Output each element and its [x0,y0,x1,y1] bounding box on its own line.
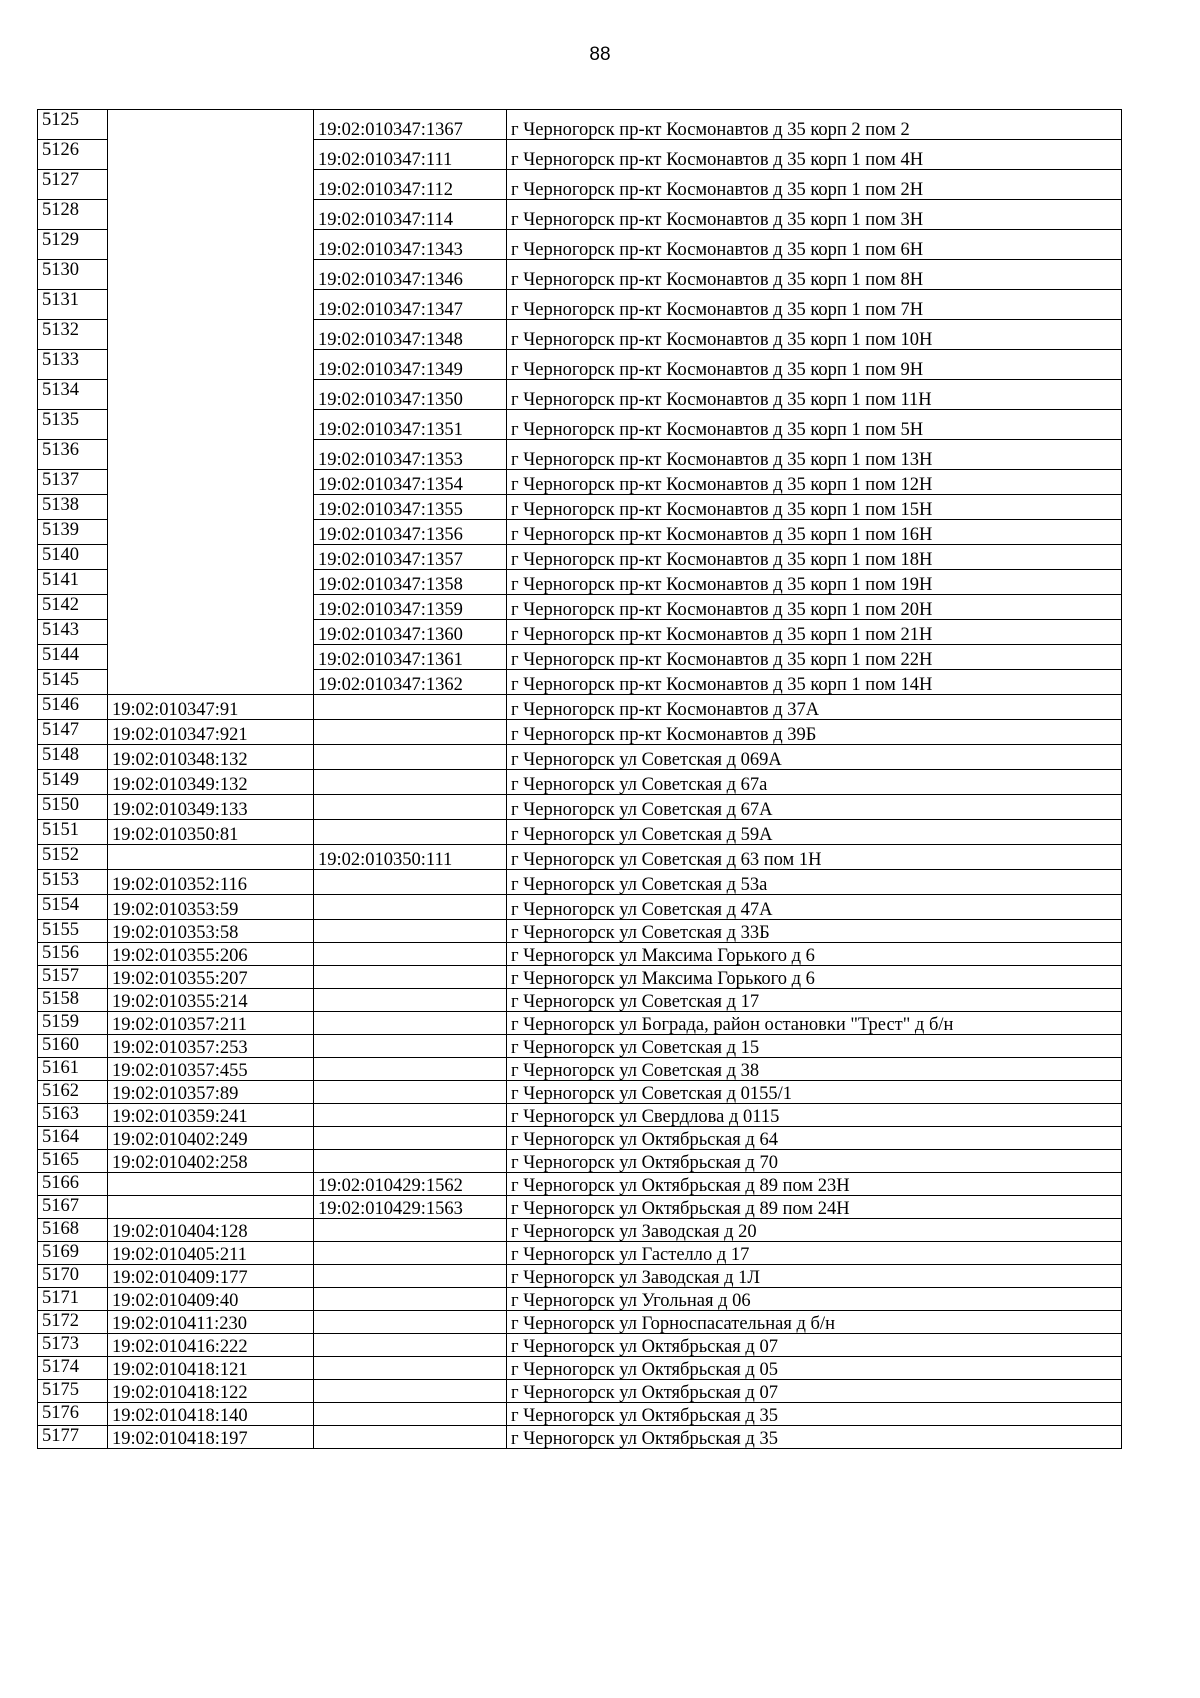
cadastral-number-cell [108,470,314,495]
table-row [38,200,1122,230]
row-number-cell: 5175 [38,1380,108,1403]
registry-table [37,109,1122,1449]
address-cell: г Черногорск пр-кт Космонавтов д 39Б [507,720,1122,745]
address-cell: г Черногорск ул Советская д 17 [507,989,1122,1012]
address-cell: г Черногорск пр-кт Космонавтов д 35 корп 1 пом 20Н [507,595,1122,620]
table-row [38,1311,1122,1334]
address-cell: г Черногорск ул Свердлова д 0115 [507,1104,1122,1127]
table-row [38,440,1122,470]
cadastral-number-cell [108,1196,314,1219]
table-row [38,989,1122,1012]
address-cell: г Черногорск пр-кт Космонавтов д 35 корп 1 пом 13Н [507,440,1122,470]
table-row [38,1012,1122,1035]
address-cell: г Черногорск ул Советская д 0155/1 [507,1081,1122,1104]
table-row [38,870,1122,895]
cadastral-number-cell [108,200,314,230]
row-number-cell: 5147 [38,720,108,745]
table-row [38,820,1122,845]
table-row [38,495,1122,520]
address-cell: г Черногорск пр-кт Космонавтов д 35 корп 1 пом 10Н [507,320,1122,350]
address-cell: г Черногорск пр-кт Космонавтов д 35 корп 1 пом 9Н [507,350,1122,380]
row-number-cell: 5145 [38,670,108,695]
address-cell: г Черногорск ул Октябрьская д 07 [507,1334,1122,1357]
cadastral-number-cell: 19:02:010347:91 [108,695,314,720]
premise-cadastral-number-cell: 19:02:010347:1354 [314,470,507,495]
row-number-cell: 5157 [38,966,108,989]
cadastral-number-cell: 19:02:010349:133 [108,795,314,820]
premise-cadastral-number-cell [314,920,507,943]
address-cell: г Черногорск ул Заводская д 20 [507,1219,1122,1242]
row-number-cell: 5139 [38,520,108,545]
table-row [38,110,1122,140]
premise-cadastral-number-cell: 19:02:010347:1349 [314,350,507,380]
address-cell: г Черногорск ул Заводская д 1Л [507,1265,1122,1288]
row-number-cell: 5177 [38,1426,108,1449]
address-cell: г Черногорск пр-кт Космонавтов д 35 корп 1 пом 18Н [507,545,1122,570]
table-row [38,966,1122,989]
row-number-cell: 5128 [38,200,108,230]
address-cell: г Черногорск ул Советская д 63 пом 1Н [507,845,1122,870]
row-number-cell: 5173 [38,1334,108,1357]
row-number-cell: 5127 [38,170,108,200]
premise-cadastral-number-cell [314,1426,507,1449]
address-cell: г Черногорск ул Октябрьская д 35 [507,1426,1122,1449]
row-number-cell: 5133 [38,350,108,380]
address-cell: г Черногорск ул Советская д 15 [507,1035,1122,1058]
cadastral-number-cell [108,845,314,870]
page-number: 88 [589,44,611,65]
row-number-cell: 5165 [38,1150,108,1173]
cadastral-number-cell [108,320,314,350]
address-cell: г Черногорск ул Советская д 38 [507,1058,1122,1081]
address-cell: г Черногорск пр-кт Космонавтов д 35 корп 1 пом 3Н [507,200,1122,230]
address-cell: г Черногорск пр-кт Космонавтов д 35 корп 1 пом 6Н [507,230,1122,260]
cadastral-number-cell: 19:02:010348:132 [108,745,314,770]
row-number-cell: 5167 [38,1196,108,1219]
address-cell: г Черногорск пр-кт Космонавтов д 35 корп 1 пом 4Н [507,140,1122,170]
address-cell: г Черногорск пр-кт Космонавтов д 35 корп 2 пом 2 [507,110,1122,140]
table-row [38,1035,1122,1058]
address-cell: г Черногорск ул Октябрьская д 89 пом 24Н [507,1196,1122,1219]
premise-cadastral-number-cell [314,1127,507,1150]
table-row [38,380,1122,410]
address-cell: г Черногорск пр-кт Космонавтов д 35 корп 1 пом 11Н [507,380,1122,410]
table-row [38,1403,1122,1426]
table-row [38,320,1122,350]
premise-cadastral-number-cell: 19:02:010347:1348 [314,320,507,350]
address-cell: г Черногорск пр-кт Космонавтов д 35 корп 1 пом 2Н [507,170,1122,200]
premise-cadastral-number-cell [314,695,507,720]
table-row [38,1104,1122,1127]
row-number-cell: 5172 [38,1311,108,1334]
premise-cadastral-number-cell: 19:02:010347:1359 [314,595,507,620]
premise-cadastral-number-cell [314,1357,507,1380]
table-row [38,1081,1122,1104]
cadastral-number-cell: 19:02:010353:59 [108,895,314,920]
table-row [38,1196,1122,1219]
table-row [38,620,1122,645]
table-row [38,230,1122,260]
cadastral-number-cell: 19:02:010409:40 [108,1288,314,1311]
premise-cadastral-number-cell: 19:02:010429:1563 [314,1196,507,1219]
table-row [38,545,1122,570]
address-cell: г Черногорск пр-кт Космонавтов д 37А [507,695,1122,720]
address-cell: г Черногорск ул Гастелло д 17 [507,1242,1122,1265]
row-number-cell: 5150 [38,795,108,820]
address-cell: г Черногорск ул Советская д 67А [507,795,1122,820]
cadastral-number-cell [108,440,314,470]
address-cell: г Черногорск ул Октябрьская д 64 [507,1127,1122,1150]
premise-cadastral-number-cell: 19:02:010429:1562 [314,1173,507,1196]
premise-cadastral-number-cell: 19:02:010347:1362 [314,670,507,695]
premise-cadastral-number-cell: 19:02:010347:1351 [314,410,507,440]
row-number-cell: 5136 [38,440,108,470]
premise-cadastral-number-cell [314,1012,507,1035]
row-number-cell: 5129 [38,230,108,260]
row-number-cell: 5161 [38,1058,108,1081]
premise-cadastral-number-cell [314,745,507,770]
row-number-cell: 5160 [38,1035,108,1058]
premise-cadastral-number-cell: 19:02:010347:112 [314,170,507,200]
cadastral-number-cell: 19:02:010347:921 [108,720,314,745]
cadastral-number-cell: 19:02:010357:89 [108,1081,314,1104]
address-cell: г Черногорск пр-кт Космонавтов д 35 корп 1 пом 22Н [507,645,1122,670]
table-row [38,920,1122,943]
premise-cadastral-number-cell: 19:02:010347:1350 [314,380,507,410]
cadastral-number-cell [108,545,314,570]
premise-cadastral-number-cell [314,720,507,745]
premise-cadastral-number-cell [314,870,507,895]
registry-body [38,110,1122,1449]
table-row [38,1127,1122,1150]
premise-cadastral-number-cell [314,1403,507,1426]
row-number-cell: 5125 [38,110,108,140]
address-cell: г Черногорск ул Октябрьская д 05 [507,1357,1122,1380]
address-cell: г Черногорск ул Бограда, район остановки "Трест" д б/н [507,1012,1122,1035]
cadastral-number-cell [108,110,314,140]
table-row [38,410,1122,440]
premise-cadastral-number-cell: 19:02:010347:111 [314,140,507,170]
table-row [38,695,1122,720]
row-number-cell: 5140 [38,545,108,570]
table-row [38,845,1122,870]
premise-cadastral-number-cell [314,1311,507,1334]
row-number-cell: 5138 [38,495,108,520]
address-cell: г Черногорск ул Советская д 33Б [507,920,1122,943]
address-cell: г Черногорск ул Максима Горького д 6 [507,966,1122,989]
premise-cadastral-number-cell: 19:02:010347:114 [314,200,507,230]
table-row [38,1334,1122,1357]
table-row [38,470,1122,495]
row-number-cell: 5148 [38,745,108,770]
row-number-cell: 5154 [38,895,108,920]
premise-cadastral-number-cell [314,770,507,795]
table-row [38,1150,1122,1173]
cadastral-number-cell: 19:02:010357:253 [108,1035,314,1058]
cadastral-number-cell: 19:02:010418:121 [108,1357,314,1380]
address-cell: г Черногорск ул Горноспасательная д б/н [507,1311,1122,1334]
premise-cadastral-number-cell [314,1150,507,1173]
address-cell: г Черногорск ул Советская д 53а [507,870,1122,895]
row-number-cell: 5155 [38,920,108,943]
row-number-cell: 5149 [38,770,108,795]
row-number-cell: 5163 [38,1104,108,1127]
cadastral-number-cell: 19:02:010404:128 [108,1219,314,1242]
premise-cadastral-number-cell [314,820,507,845]
cadastral-number-cell: 19:02:010418:122 [108,1380,314,1403]
table-row [38,895,1122,920]
premise-cadastral-number-cell: 19:02:010347:1356 [314,520,507,545]
row-number-cell: 5170 [38,1265,108,1288]
cadastral-number-cell: 19:02:010416:222 [108,1334,314,1357]
address-cell: г Черногорск пр-кт Космонавтов д 35 корп 1 пом 21Н [507,620,1122,645]
premise-cadastral-number-cell [314,1288,507,1311]
cadastral-number-cell: 19:02:010359:241 [108,1104,314,1127]
cadastral-number-cell [108,410,314,440]
row-number-cell: 5144 [38,645,108,670]
premise-cadastral-number-cell: 19:02:010350:111 [314,845,507,870]
table-row [38,1173,1122,1196]
table-row [38,1219,1122,1242]
table-row [38,1288,1122,1311]
premise-cadastral-number-cell: 19:02:010347:1361 [314,645,507,670]
address-cell: г Черногорск ул Советская д 67а [507,770,1122,795]
table-row [38,1242,1122,1265]
premise-cadastral-number-cell [314,1380,507,1403]
table-row [38,795,1122,820]
row-number-cell: 5134 [38,380,108,410]
row-number-cell: 5156 [38,943,108,966]
table-row [38,770,1122,795]
table-row [38,720,1122,745]
table-row [38,260,1122,290]
cadastral-number-cell [108,520,314,545]
cadastral-number-cell: 19:02:010355:206 [108,943,314,966]
table-row [38,1380,1122,1403]
address-cell: г Черногорск пр-кт Космонавтов д 35 корп 1 пом 16Н [507,520,1122,545]
premise-cadastral-number-cell: 19:02:010347:1367 [314,110,507,140]
premise-cadastral-number-cell [314,1242,507,1265]
cadastral-number-cell: 19:02:010418:197 [108,1426,314,1449]
row-number-cell: 5130 [38,260,108,290]
premise-cadastral-number-cell [314,1058,507,1081]
cadastral-number-cell: 19:02:010409:177 [108,1265,314,1288]
table-row [38,943,1122,966]
premise-cadastral-number-cell [314,1265,507,1288]
row-number-cell: 5169 [38,1242,108,1265]
row-number-cell: 5159 [38,1012,108,1035]
cadastral-number-cell: 19:02:010405:211 [108,1242,314,1265]
cadastral-number-cell: 19:02:010355:214 [108,989,314,1012]
address-cell: г Черногорск пр-кт Космонавтов д 35 корп 1 пом 15Н [507,495,1122,520]
row-number-cell: 5135 [38,410,108,440]
cadastral-number-cell [108,260,314,290]
cadastral-number-cell [108,570,314,595]
row-number-cell: 5151 [38,820,108,845]
table-row [38,645,1122,670]
row-number-cell: 5137 [38,470,108,495]
premise-cadastral-number-cell [314,943,507,966]
table-row [38,670,1122,695]
cadastral-number-cell: 19:02:010411:230 [108,1311,314,1334]
premise-cadastral-number-cell [314,895,507,920]
premise-cadastral-number-cell: 19:02:010347:1358 [314,570,507,595]
cadastral-number-cell [108,290,314,320]
row-number-cell: 5126 [38,140,108,170]
cadastral-number-cell: 19:02:010402:258 [108,1150,314,1173]
address-cell: г Черногорск ул Октябрьская д 89 пом 23Н [507,1173,1122,1196]
cadastral-number-cell: 19:02:010349:132 [108,770,314,795]
address-cell: г Черногорск ул Угольная д 06 [507,1288,1122,1311]
row-number-cell: 5164 [38,1127,108,1150]
table-row [38,1058,1122,1081]
row-number-cell: 5143 [38,620,108,645]
row-number-cell: 5174 [38,1357,108,1380]
premise-cadastral-number-cell [314,1334,507,1357]
cadastral-number-cell: 19:02:010357:211 [108,1012,314,1035]
table-row [38,595,1122,620]
address-cell: г Черногорск пр-кт Космонавтов д 35 корп 1 пом 14Н [507,670,1122,695]
row-number-cell: 5168 [38,1219,108,1242]
table-row [38,745,1122,770]
cadastral-number-cell [108,230,314,260]
cadastral-number-cell [108,140,314,170]
cadastral-number-cell [108,595,314,620]
address-cell: г Черногорск пр-кт Космонавтов д 35 корп 1 пом 7Н [507,290,1122,320]
table-row [38,1357,1122,1380]
table-row [38,290,1122,320]
premise-cadastral-number-cell: 19:02:010347:1360 [314,620,507,645]
premise-cadastral-number-cell [314,1081,507,1104]
premise-cadastral-number-cell [314,1035,507,1058]
address-cell: г Черногорск ул Октябрьская д 07 [507,1380,1122,1403]
row-number-cell: 5131 [38,290,108,320]
table-row [38,570,1122,595]
address-cell: г Черногорск ул Советская д 59А [507,820,1122,845]
table-row [38,140,1122,170]
cadastral-number-cell: 19:02:010352:116 [108,870,314,895]
row-number-cell: 5158 [38,989,108,1012]
cadastral-number-cell [108,380,314,410]
premise-cadastral-number-cell [314,989,507,1012]
cadastral-number-cell [108,1173,314,1196]
address-cell: г Черногорск пр-кт Космонавтов д 35 корп 1 пом 12Н [507,470,1122,495]
cadastral-number-cell [108,350,314,380]
row-number-cell: 5153 [38,870,108,895]
address-cell: г Черногорск пр-кт Космонавтов д 35 корп 1 пом 5Н [507,410,1122,440]
cadastral-number-cell [108,620,314,645]
table-row [38,1426,1122,1449]
address-cell: г Черногорск ул Максима Горького д 6 [507,943,1122,966]
premise-cadastral-number-cell: 19:02:010347:1357 [314,545,507,570]
row-number-cell: 5176 [38,1403,108,1426]
row-number-cell: 5132 [38,320,108,350]
row-number-cell: 5162 [38,1081,108,1104]
address-cell: г Черногорск ул Советская д 47А [507,895,1122,920]
table-row [38,350,1122,380]
cadastral-number-cell: 19:02:010355:207 [108,966,314,989]
cadastral-number-cell [108,670,314,695]
premise-cadastral-number-cell [314,966,507,989]
premise-cadastral-number-cell: 19:02:010347:1346 [314,260,507,290]
premise-cadastral-number-cell: 19:02:010347:1355 [314,495,507,520]
cadastral-number-cell: 19:02:010418:140 [108,1403,314,1426]
cadastral-number-cell: 19:02:010357:455 [108,1058,314,1081]
premise-cadastral-number-cell: 19:02:010347:1343 [314,230,507,260]
premise-cadastral-number-cell: 19:02:010347:1353 [314,440,507,470]
premise-cadastral-number-cell: 19:02:010347:1347 [314,290,507,320]
table-row [38,170,1122,200]
cadastral-number-cell: 19:02:010402:249 [108,1127,314,1150]
address-cell: г Черногорск пр-кт Космонавтов д 35 корп 1 пом 19Н [507,570,1122,595]
address-cell: г Черногорск ул Октябрьская д 35 [507,1403,1122,1426]
table-row [38,1265,1122,1288]
row-number-cell: 5141 [38,570,108,595]
table-row [38,520,1122,545]
cadastral-number-cell [108,645,314,670]
cadastral-number-cell: 19:02:010353:58 [108,920,314,943]
row-number-cell: 5171 [38,1288,108,1311]
address-cell: г Черногорск пр-кт Космонавтов д 35 корп 1 пом 8Н [507,260,1122,290]
cadastral-number-cell [108,170,314,200]
cadastral-number-cell [108,495,314,520]
address-cell: г Черногорск ул Советская д 069А [507,745,1122,770]
premise-cadastral-number-cell [314,1219,507,1242]
cadastral-number-cell: 19:02:010350:81 [108,820,314,845]
row-number-cell: 5146 [38,695,108,720]
row-number-cell: 5166 [38,1173,108,1196]
row-number-cell: 5152 [38,845,108,870]
premise-cadastral-number-cell [314,795,507,820]
address-cell: г Черногорск ул Октябрьская д 70 [507,1150,1122,1173]
row-number-cell: 5142 [38,595,108,620]
premise-cadastral-number-cell [314,1104,507,1127]
